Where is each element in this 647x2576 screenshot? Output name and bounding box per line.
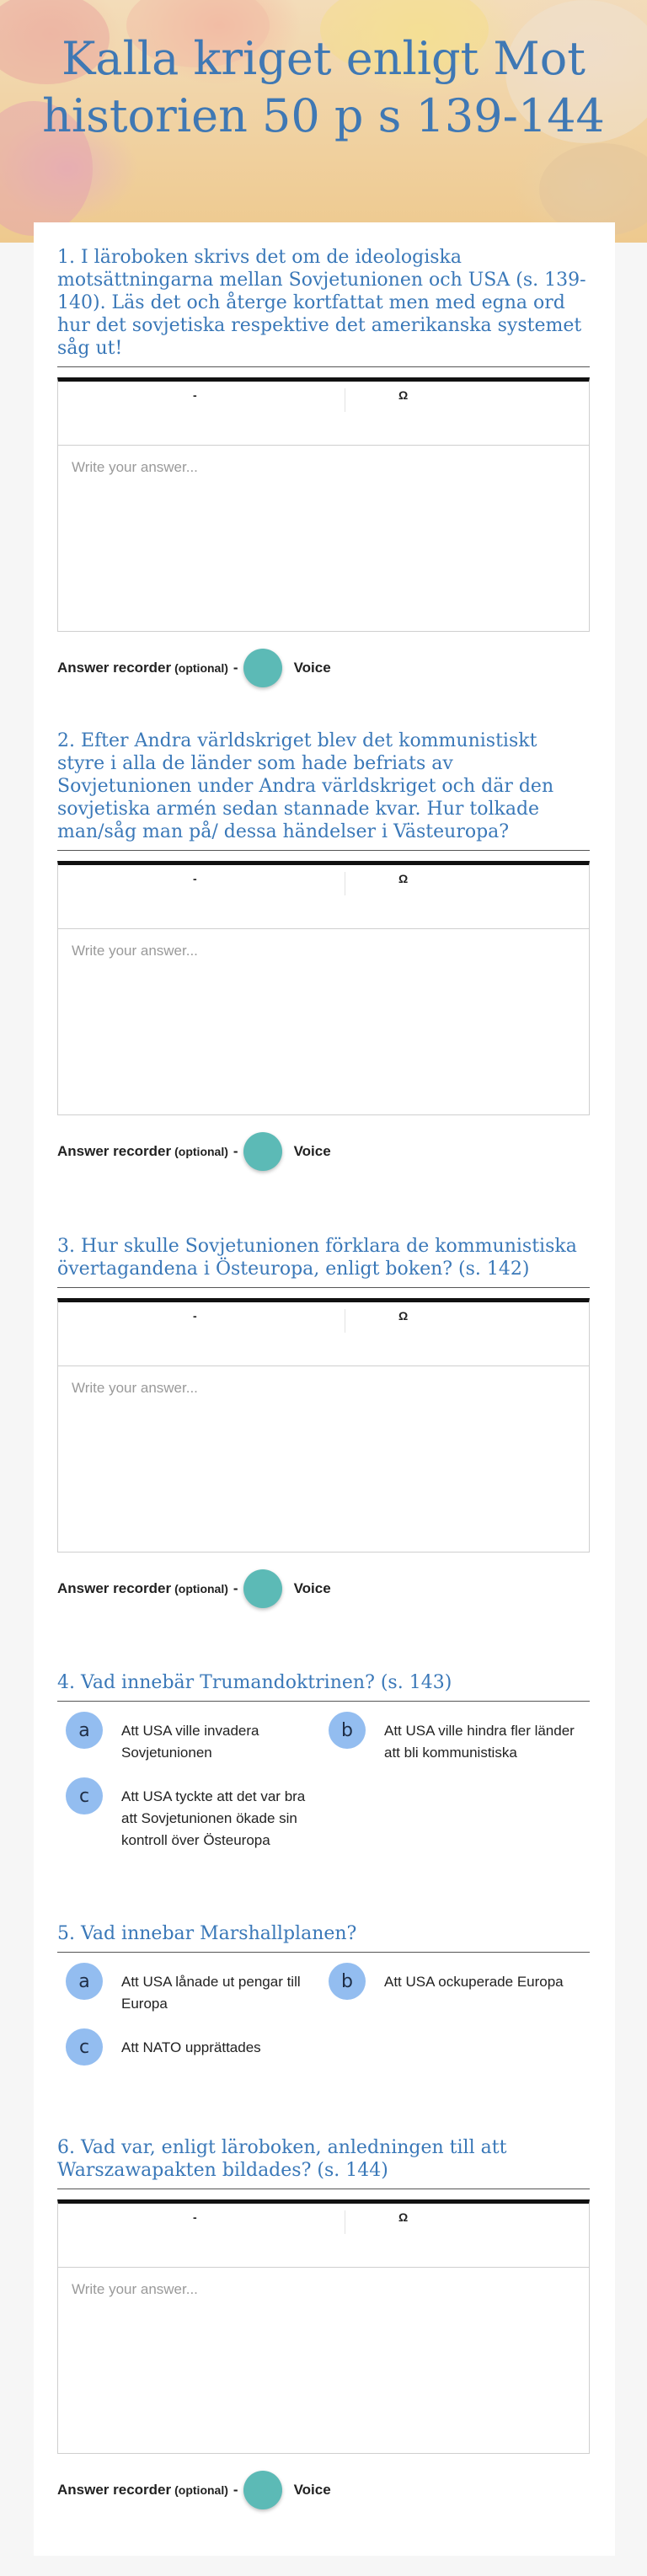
voice-label: Voice xyxy=(293,1580,331,1596)
choice-badge: b xyxy=(329,1963,366,2000)
answer-input[interactable]: Write your answer... xyxy=(72,2281,198,2297)
question-6 xyxy=(57,2136,590,2509)
choice-b[interactable] xyxy=(329,1712,581,1764)
choice-badge: c xyxy=(66,2028,103,2066)
choice-badge: b xyxy=(329,1712,366,1749)
editor-toolbar xyxy=(58,865,589,929)
voice-record-button[interactable] xyxy=(243,649,282,687)
voice-record-button[interactable] xyxy=(243,1569,282,1608)
answer-editor[interactable] xyxy=(57,2199,590,2454)
special-characters-icon[interactable]: Ω xyxy=(398,388,409,402)
toolbar-dash-button[interactable]: - xyxy=(193,872,197,885)
editor-toolbar xyxy=(58,2204,589,2268)
header-banner xyxy=(0,0,647,243)
recorder-optional: (optional) xyxy=(174,1582,228,1595)
question-title: 5. Vad innebar Marshallplanen? xyxy=(57,1922,590,1953)
toolbar-dash-button[interactable]: - xyxy=(193,1309,197,1323)
toolbar-dash-button[interactable]: - xyxy=(193,388,197,402)
choice-b[interactable] xyxy=(329,1963,581,2000)
special-characters-icon[interactable]: Ω xyxy=(398,2210,409,2224)
recorder-label: Answer recorder xyxy=(57,1143,172,1159)
voice-label: Voice xyxy=(293,660,331,676)
recorder-dash: - xyxy=(233,1143,238,1159)
choice-badge: a xyxy=(66,1963,103,2000)
answer-recorder xyxy=(57,1132,590,1171)
answer-editor[interactable] xyxy=(57,1298,590,1553)
voice-record-button[interactable] xyxy=(243,1132,282,1171)
recorder-dash: - xyxy=(233,2482,238,2498)
choice-a[interactable] xyxy=(66,1963,318,2015)
special-characters-icon[interactable]: Ω xyxy=(398,872,409,885)
answer-input[interactable]: Write your answer... xyxy=(72,459,198,475)
answer-input[interactable]: Write your answer... xyxy=(72,943,198,959)
voice-label: Voice xyxy=(293,2482,331,2498)
question-title: 3. Hur skulle Sovjetunionen förklara de kommunistiska övertagandena i Östeuropa, enligt boken? (s. 142) xyxy=(57,1235,590,1288)
recorder-label: Answer recorder xyxy=(57,2482,172,2498)
recorder-label: Answer recorder xyxy=(57,660,172,676)
choice-text: Att NATO upprättades xyxy=(121,2039,261,2055)
answer-recorder xyxy=(57,649,590,687)
question-1 xyxy=(57,246,590,687)
choice-list xyxy=(57,1712,590,1880)
answer-editor[interactable] xyxy=(57,377,590,632)
question-5 xyxy=(57,1922,590,2081)
choice-text: Att USA ockuperade Europa xyxy=(384,1974,564,1990)
question-3 xyxy=(57,1235,590,1608)
choice-text: Att USA ville hindra fler länder att bli kommunistiska xyxy=(384,1723,575,1761)
recorder-dash: - xyxy=(233,660,238,676)
question-title: 4. Vad innebär Trumandoktrinen? (s. 143) xyxy=(57,1671,590,1702)
choice-text: Att USA ville invadera Sovjetunionen xyxy=(121,1723,259,1761)
choice-c[interactable] xyxy=(66,2028,318,2066)
choice-text: Att USA tyckte att det var bra att Sovjetunionen ökade sin kontroll över Östeuropa xyxy=(121,1788,306,1848)
question-title: 6. Vad var, enligt läroboken, anledningen till att Warszawapakten bildades? (s. 144) xyxy=(57,2136,590,2189)
answer-recorder xyxy=(57,1569,590,1608)
recorder-dash: - xyxy=(233,1580,238,1596)
choice-badge: a xyxy=(66,1712,103,1749)
recorder-optional: (optional) xyxy=(174,2483,228,2497)
answer-input[interactable]: Write your answer... xyxy=(72,1380,198,1396)
choice-c[interactable] xyxy=(66,1777,318,1852)
editor-toolbar xyxy=(58,382,589,446)
question-4 xyxy=(57,1671,590,1880)
recorder-optional: (optional) xyxy=(174,1145,228,1158)
answer-editor[interactable] xyxy=(57,861,590,1115)
question-title: 1. I läroboken skrivs det om de ideologiska motsättningarna mellan Sovjetunionen och USA (s. 139-140). Läs det och återge kortfattat men med egna ord hur det sovjetiska respektive det amerikanska systemet såg ut! xyxy=(57,246,590,367)
editor-toolbar xyxy=(58,1302,589,1366)
recorder-optional: (optional) xyxy=(174,661,228,675)
voice-label: Voice xyxy=(293,1143,331,1159)
voice-record-button[interactable] xyxy=(243,2471,282,2509)
special-characters-icon[interactable]: Ω xyxy=(398,1309,409,1323)
question-title: 2. Efter Andra världskriget blev det kommunistiskt styre i alla de länder som hade befriats av Sovjetunionen under Andra världskriget och där den sovjetiska armén sedan stannade kvar. Hur tolkade man/såg man på/ dessa händelser i Västeuropa? xyxy=(57,730,590,851)
choice-text: Att USA lånade ut pengar till Europa xyxy=(121,1974,301,2012)
toolbar-dash-button[interactable]: - xyxy=(193,2210,197,2224)
choice-list xyxy=(57,1963,590,2081)
question-2 xyxy=(57,730,590,1171)
recorder-label: Answer recorder xyxy=(57,1580,172,1596)
choice-a[interactable] xyxy=(66,1712,318,1764)
choice-badge: c xyxy=(66,1777,103,1814)
answer-recorder xyxy=(57,2471,590,2509)
page-title: Kalla kriget enligt Mot historien 50 p s 139-144 xyxy=(42,32,605,142)
